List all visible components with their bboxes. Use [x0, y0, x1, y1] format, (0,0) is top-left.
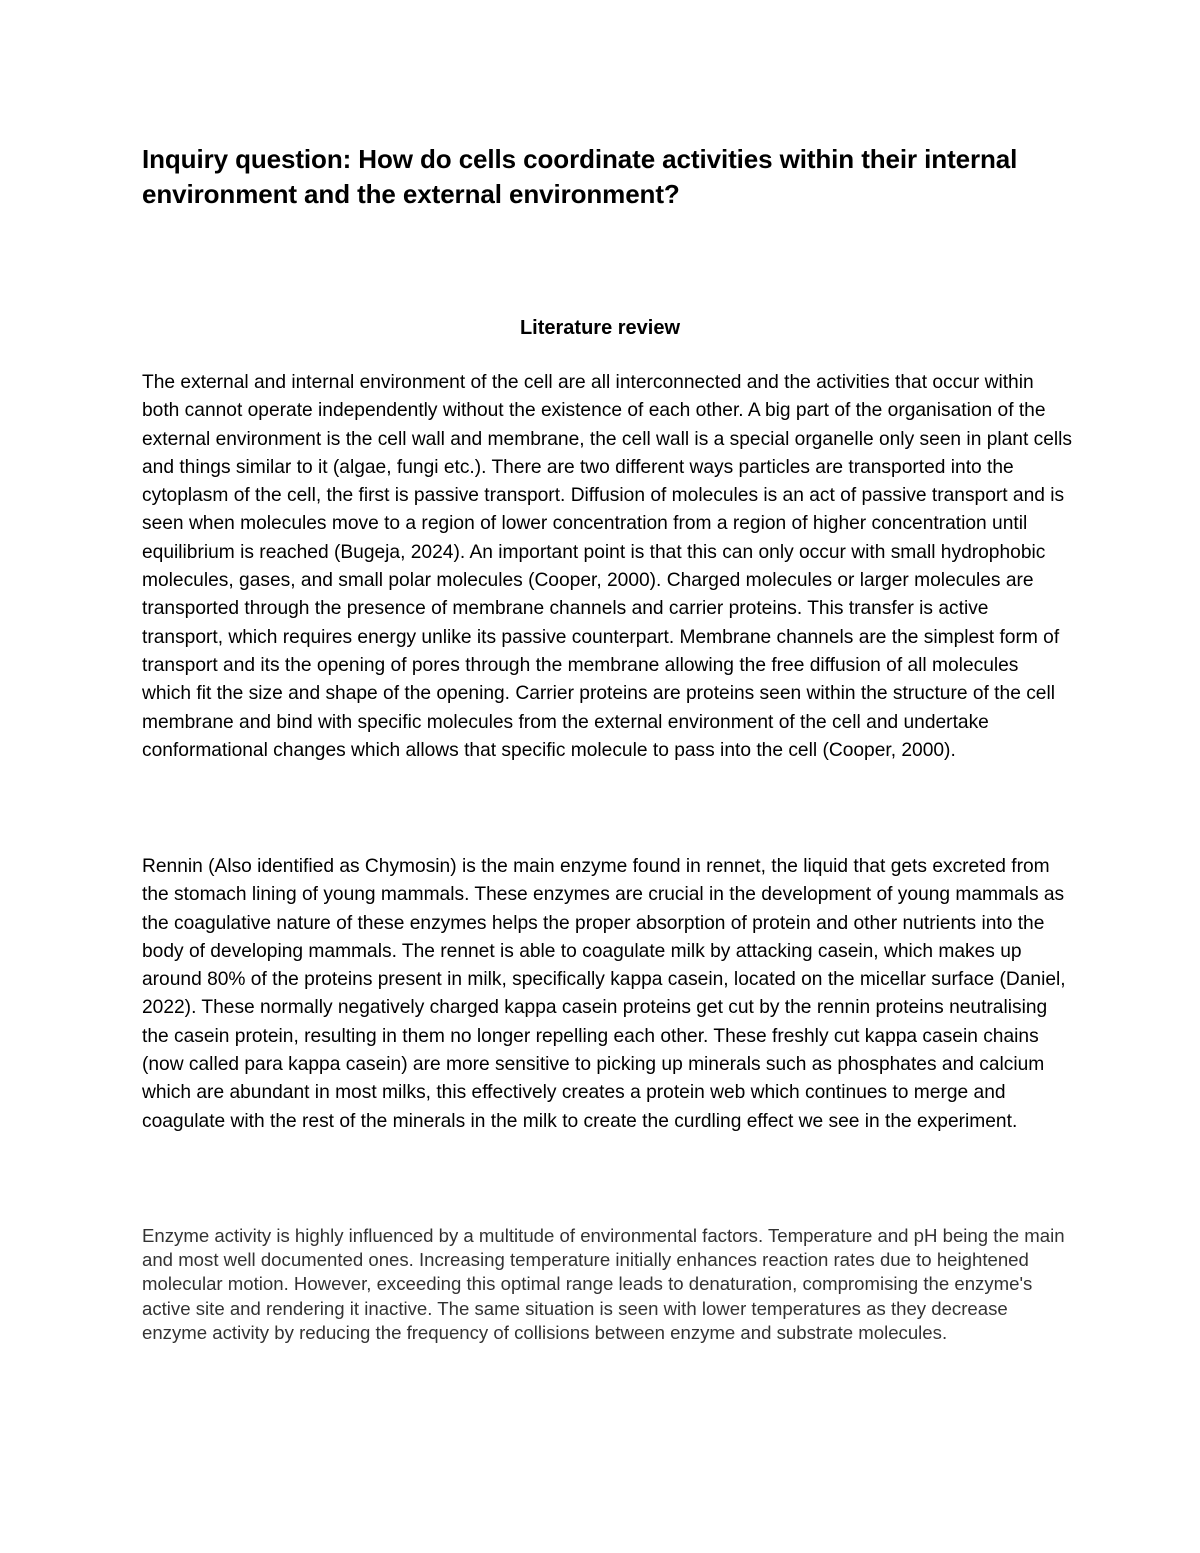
paragraph-enzyme-activity: Enzyme activity is highly influenced by a multitude of environmental factors. Temperature and pH being the main and most well documented ones. Increasing temperature initially enhances reaction rates due to heightened molecular motion. However, exceeding this optimal range leads to denaturation, compromising the enzyme's active site and rendering it inactive. The same situation is seen with lower temperatures as they decrease enzyme activity by reducing the frequency of collisions between enzyme and substrate molecules.	[142, 1225, 1065, 1343]
paragraph-rennin: Rennin (Also identified as Chymosin) is the main enzyme found in rennet, the liquid that gets excreted from the stomach lining of young mammals. These enzymes are crucial in the development of young mammals as the coagulative nature of these enzymes helps the proper absorption of protein and other nutrients into the body of developing mammals. The rennet is able to coagulate milk by attacking casein, which makes up around 80% of the proteins present in milk, specifically kappa casein, located on the micellar surface (Daniel, 2022). These normally negatively charged kappa casein proteins get cut by the rennin proteins neutralising the casein protein, resulting in them no longer repelling each other. These freshly cut kappa casein chains (now called para kappa casein) are more sensitive to picking up minerals such as phosphates and calcium which are abundant in most milks, this effectively creates a protein web which continues to merge and coagulate with the rest of the minerals in the milk to create the curdling effect we see in the experiment.	[142, 856, 1066, 1132]
paragraph-cell-transport: The external and internal environment of the cell are all interconnected and the activities that occur within both cannot operate independently without the existence of each other. A big part of the organisation of the external environment is the cell wall and membrane, the cell wall is a special organelle only seen in plant cells and things similar to it (algae, fungi etc.). There are two different ways particles are transported into the cytoplasm of the cell, the first is passive transport. Diffusion of molecules is an act of passive transport and is seen when molecules move to a region of lower concentration from a region of higher concentration until equilibrium is reached (Bugeja, 2024). An important point is that this can only occur with small hydrophobic molecules, gases, and small polar molecules (Cooper, 2000). Charged molecules or larger molecules are transported through the presence of membrane channels and carrier proteins. This transfer is active transport, which requires energy unlike its passive counterpart. Membrane channels are the simplest form of transport and its the opening of pores through the membrane allowing the free diffusion of all molecules which fit the size and shape of the opening. Carrier proteins are proteins seen within the structure of the cell membrane and bind with specific molecules from the external environment of the cell and undertake conformational changes which allows that specific molecule to pass into the cell (Cooper, 2000).	[142, 372, 1073, 761]
literature-review-title: Literature review	[519, 317, 681, 339]
inquiry-question-heading: Inquiry question: How do cells coordinate activities within their internal environment and the external environment?	[142, 144, 1018, 209]
